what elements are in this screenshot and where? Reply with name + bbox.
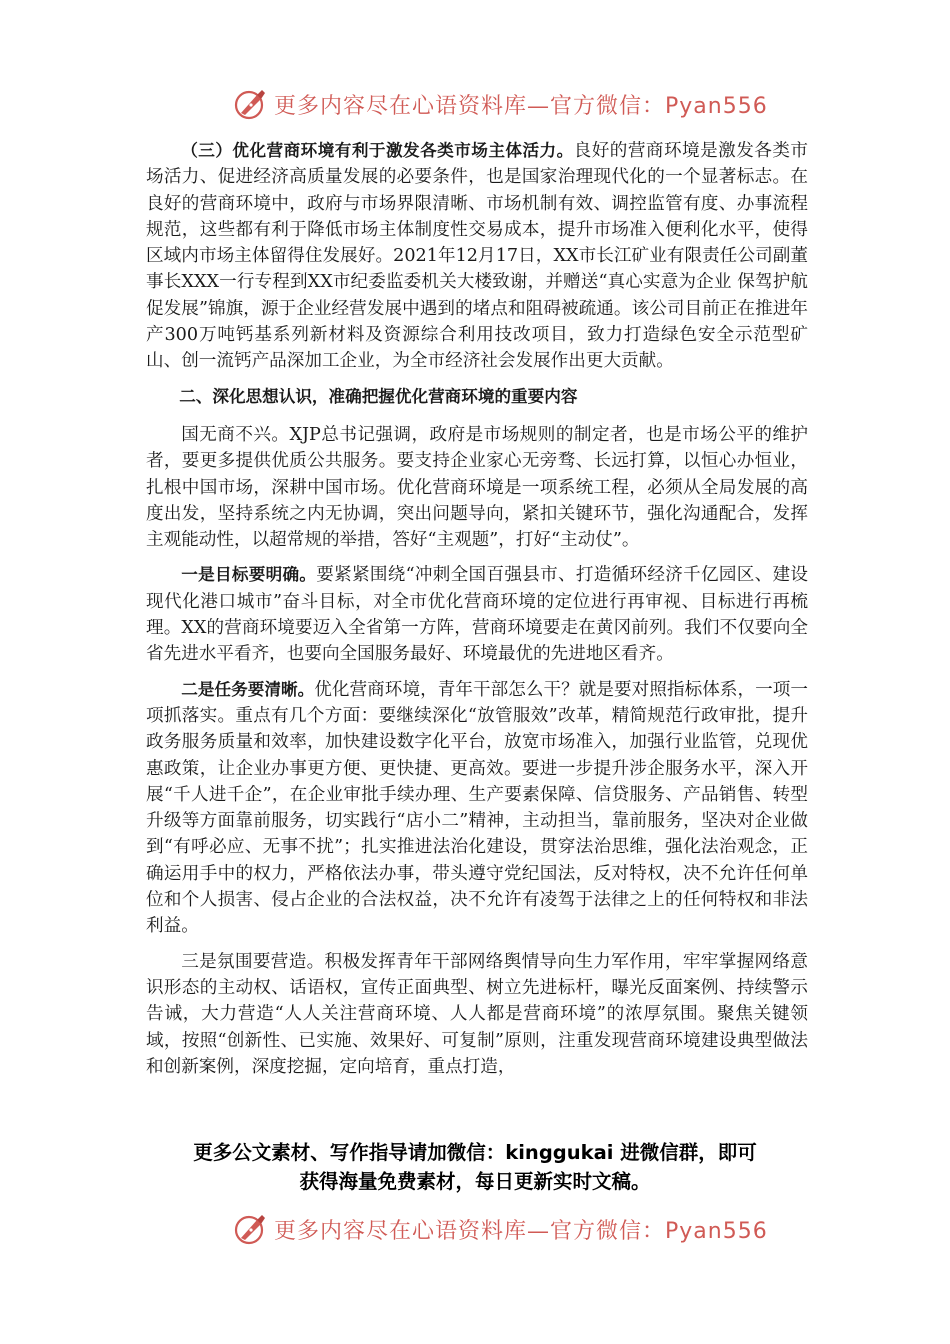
pen-nib-icon: [232, 1211, 268, 1247]
paragraph-text: 良好的营商环境是激发各类市场活力、促进经济高质量发展的必要条件，也是国家治理现代化的一个显著标志。在良好的营商环境中，政府与市场界限清晰、市场机制有效、调控监管有度、办事流程规范，这些都有利于降低市场主体制度性交易成本，提升市场准入便利化水平，使得区域内市场主体留得住发展好。2021年12月17日，XX市长江矿业有限责任公司副董事长XXX一行专程到XX市纪委监委机关大楼致谢，并赠送“真心实意为企业 保驾护航促发展”锦旗，源于企业经营发展中遇到的堵点和阻碍被疏通。该公司目前正在推进年产300万吨钙基系列新材料及资源综合利用技改项目，致力打造绿色安全示范型矿山、创一流钙产品深加工企业，为全市经济社会发展作出更大贡献。: [146, 141, 808, 372]
paragraph-tasks: [146, 677, 808, 940]
paragraph-atmosphere: [146, 949, 808, 1080]
paragraph-lead: （三）优化营商环境有利于激发各类市场主体活力。: [181, 141, 574, 160]
promo-line-1: 更多公文素材、写作指导请加微信：kinggukai 进微信群，即可: [193, 1141, 757, 1164]
paragraph-intro: [146, 422, 808, 553]
paragraph-text: 优化营商环境，青年干部怎么干？就是要对照指标体系，一项一项抓落实。重点有几个方面：要继续深化“放管服效”改革，精简规范行政审批，提升政务服务质量和效率，加快建设数字化平台，放宽市场准入，加强行业监管，兑现优惠政策，让企业办事更方便、更快捷、更高效。要进一步提升涉企服务水平，深入开展“千人进千企”，在企业审批手续办理、生产要素保障、信贷服务、产品销售、转型升级等方面靠前服务，切实践行“店小二”精神，主动担当，靠前服务，坚决对企业做到“有呼必应、无事不扰”；扎实推进法治化建设，贯穿法治思维，强化法治观念，正确运用手中的权力，严格依法办事，带头遵守党纪国法，反对特权，决不允许任何单位和个人损害、侵占企业的合法权益，决不允许有凌驾于法律之上的任何特权和非法利益。: [146, 679, 808, 937]
pen-nib-icon: [232, 86, 268, 122]
paragraph-text: 要紧紧围绕“冲刺全国百强县市、打造循环经济千亿园区、建设现代化港口城市”奋斗目标，对全市优化营商环境的定位进行再审视、目标进行再梳理。XX的营商环境要迈入全省第一方阵，营商环境要走在黄冈前列。我们不仅要向全省先进水平看齐，也要向全国服务最好、环境最优的先进地区看齐。: [146, 565, 809, 665]
paragraph-text: 国无商不兴。XJP总书记强调，政府是市场规则的制定者，也是市场公平的维护者，要更多提供优质公共服务。要支持企业家心无旁骛、长远打算，以恒心办恒业，扎根中国市场，深耕中国市场。优化营商环境是一项系统工程，必须从全局发展的高度出发，坚持系统之内无协调，突出问题导向，紧扣关键环节，强化沟通配合，发挥主观能动性，以超常规的举措，答好“主观题”，打好“主动仗”。: [146, 424, 808, 551]
paragraph-lead: 二是任务要清晰。: [181, 679, 315, 699]
promo-line-2: 获得海量免费素材，每日更新实时文稿。: [299, 1170, 651, 1193]
watermark-text: 更多内容尽在心语资料库—官方微信：Pyan556: [274, 93, 768, 119]
paragraph-market-vitality: [146, 138, 808, 375]
watermark-text: 更多内容尽在心语资料库—官方微信：Pyan556: [274, 1218, 768, 1244]
paragraph-lead: 一是目标要明确。: [181, 565, 317, 585]
promo-banner: [130, 1138, 820, 1196]
paragraph-text: 三是氛围要营造。积极发挥青年干部网络舆情导向生力军作用，牢牢掌握网络意识形态的主动权、话语权，宣传正面典型、树立先进标杆，曝光反面案例、持续警示告诫，大力营造“人人关注营商环境、人人都是营商环境”的浓厚氛围。聚焦关键领域，按照“创新性、已实施、效果好、可复制”原则，注重发现营商环境建设典型做法和创新案例，深度挖掘，定向培育，重点打造，: [146, 951, 808, 1077]
paragraph-goals: [146, 562, 808, 667]
watermark-bottom: [232, 1209, 768, 1249]
watermark-top: [232, 84, 768, 124]
section-heading: 二、深化思想认识，准确把握优化营商环境的重要内容: [179, 386, 578, 406]
document-body: [146, 138, 808, 1089]
